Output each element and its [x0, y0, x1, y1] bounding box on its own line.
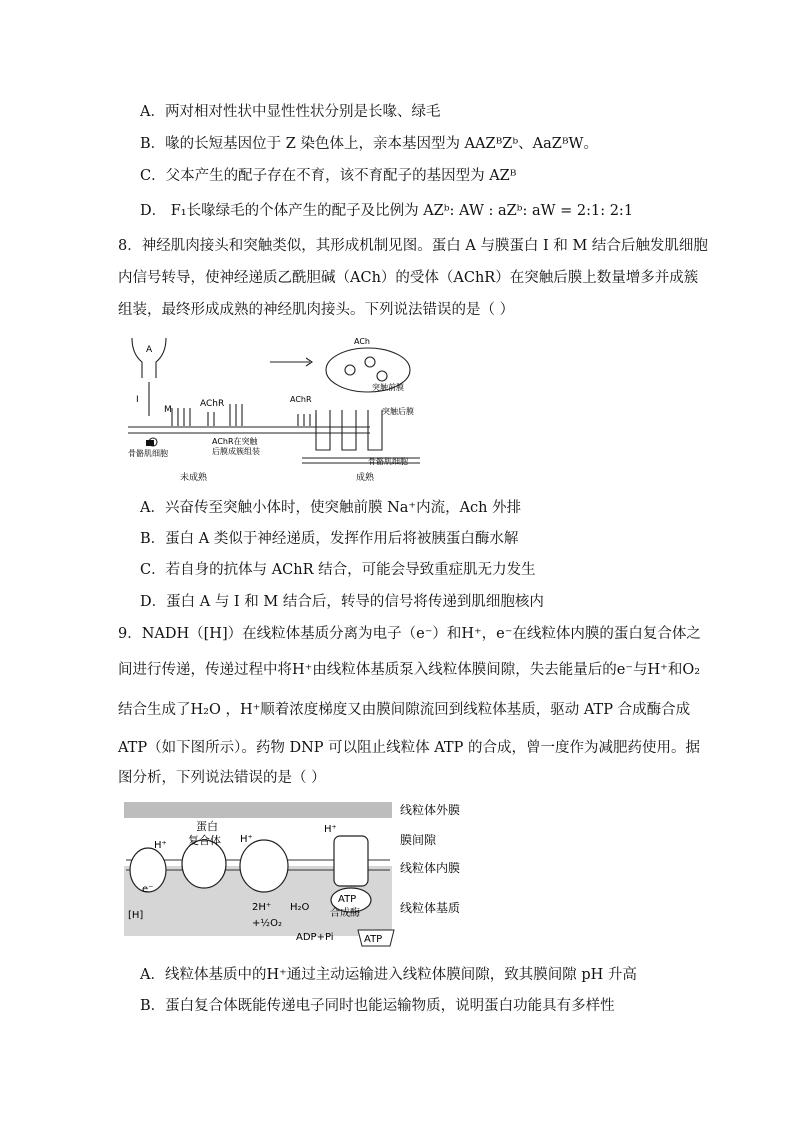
- q8-option-c: C．若自身的抗体与 AChR 结合，可能会导致重症肌无力发生: [140, 562, 536, 578]
- q8-stem-line3: 组装，最终形成成熟的神经肌肉接头。下列说法错误的是（ ）: [118, 302, 515, 318]
- q7-option-b: B．喙的长短基因位于 Z 染色体上，亲本基因型为 AAZᴮZᵇ、AaZᴮW。: [140, 136, 598, 152]
- label-2h: 2H⁺: [252, 902, 272, 913]
- label-atp: ATP: [364, 934, 383, 945]
- label-muscle-left: 骨骼肌细胞: [128, 449, 168, 458]
- label-o2: +½O₂: [252, 918, 282, 929]
- label-e: e⁻: [142, 884, 154, 895]
- label-h3: H⁺: [324, 824, 337, 835]
- caption-left: 未成熟: [180, 473, 208, 483]
- label-ach: ACh: [354, 337, 370, 346]
- q9-mitochondria-figure: [124, 800, 480, 950]
- q9-stem-line1: 9．NADH（[H]）在线粒体基质分离为电子（e⁻）和H⁺，e⁻在线粒体内膜的蛋白复合体之: [118, 626, 701, 642]
- label-m: M: [164, 405, 172, 415]
- q8-stem-line1: 8．神经肌肉接头和突触类似，其形成机制见图。蛋白 A 与膜蛋白 I 和 M 结合后触发肌细胞: [118, 238, 708, 254]
- q9-option-a: A．线粒体基质中的H⁺通过主动运输进入线粒体膜间隙，致其膜间隙 pH 升高: [140, 967, 637, 983]
- label-muscle-right: 骨骼肌细胞: [368, 457, 408, 466]
- label-synthase2: 合成酶: [330, 908, 360, 919]
- nerve-terminal-left: [132, 338, 166, 378]
- q7-option-c: C．父本产生的配子存在不育，该不育配子的基因型为 AZᴮ: [140, 168, 517, 184]
- q9-stem-line3: 结合生成了H₂O ，H⁺顺着浓度梯度又由膜间隙流回到线粒体基质，驱动 ATP 合成酶合成: [118, 702, 691, 718]
- q8-option-a: A．兴奋传至突触小体时，使突触前膜 Na⁺内流，Ach 外排: [140, 500, 522, 516]
- caption-right: 成熟: [356, 473, 375, 483]
- q8-synapse-figure: [120, 332, 440, 488]
- outer-membrane-band: [124, 802, 392, 818]
- label-h2: H⁺: [240, 834, 253, 845]
- q9-option-b: B．蛋白复合体既能传递电子同时也能运输物质，说明蛋白功能具有多样性: [140, 998, 615, 1014]
- label-space: 膜间隙: [400, 833, 437, 847]
- q8-option-d: D．蛋白 A 与 I 和 M 结合后，转导的信号将传递到肌细胞核内: [140, 594, 544, 610]
- label-nadh: [H]: [128, 910, 144, 921]
- label-complex2: 复合体: [188, 834, 221, 847]
- label-achr-left: AChR: [200, 399, 225, 409]
- q7-option-d: D． F₁长喙绿毛的个体产生的配子及比例为 AZᵇ: AW : aZᵇ: aW = 2:1: 2:1: [140, 203, 634, 219]
- label-a: A: [146, 345, 153, 355]
- q9-stem-line5: 图分析，下列说法错误的是（ ）: [118, 770, 326, 786]
- label-cluster2: 后膜成簇组装: [212, 447, 260, 456]
- label-complex1: 蛋白: [196, 820, 218, 833]
- label-cluster: AChR在突触: [212, 437, 258, 446]
- q8-option-b: B．蛋白 A 类似于神经递质，发挥作用后将被胰蛋白酶水解: [140, 531, 519, 547]
- label-post: 突触后膜: [382, 407, 414, 416]
- label-pre: 突触前膜: [372, 383, 404, 392]
- q7-option-a: A．两对相对性状中显性性状分别是长喙、绿毛: [140, 104, 441, 120]
- label-achr-right: AChR: [290, 395, 312, 404]
- label-h1: H⁺: [154, 840, 167, 851]
- label-matrix: 线粒体基质: [400, 901, 461, 915]
- label-outer: 线粒体外膜: [400, 803, 461, 817]
- label-adp: ADP+Pi: [296, 932, 334, 943]
- q9-stem-line4: ATP（如下图所示）。药物 DNP 可以阻止线粒体 ATP 的合成，曾一度作为减肥药使用。据: [118, 740, 700, 756]
- q8-stem-line2: 内信号转导，使神经递质乙酰胆碱（ACh）的受体（AChR）在突触后膜上数量增多并成簇: [118, 270, 699, 286]
- postsynaptic-folds: [316, 410, 382, 450]
- label-h2o: H₂O: [290, 902, 310, 913]
- cluster-group: [298, 414, 316, 426]
- label-i: I: [136, 395, 139, 405]
- q9-stem-line2: 间进行传递，传递过程中将H⁺由线粒体基质泵入线粒体膜间隙，失去能量后的e⁻与H⁺和O₂: [118, 662, 701, 678]
- label-synthase1: ATP: [338, 894, 357, 905]
- label-inner: 线粒体内膜: [400, 861, 461, 875]
